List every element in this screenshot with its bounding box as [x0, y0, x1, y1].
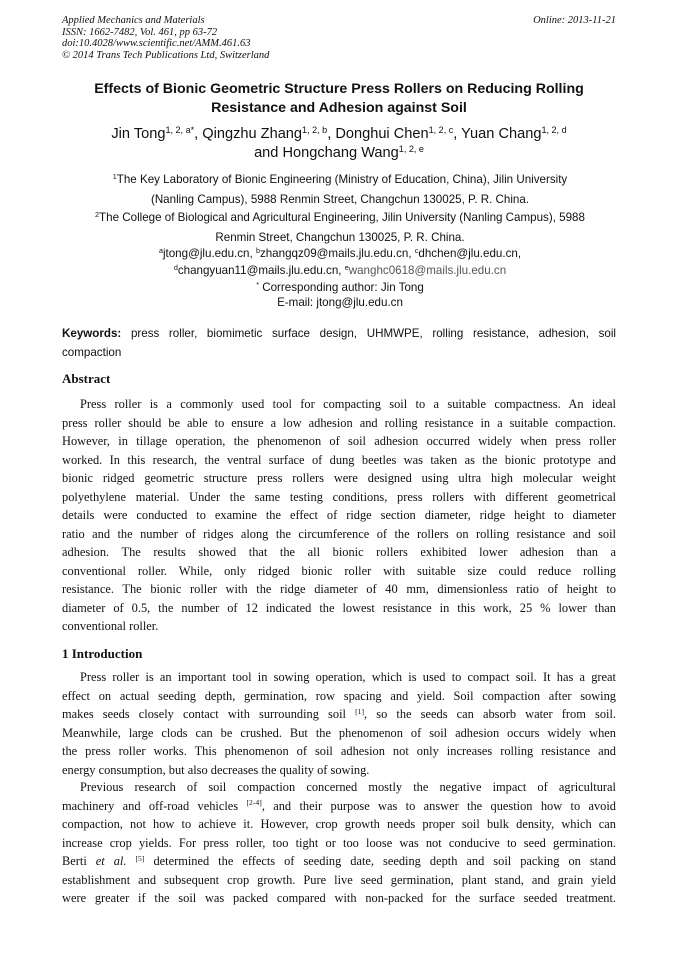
affiliation-1	[70, 170, 610, 209]
abstract-line: bionic ridged geometric structure press rollers were designed using ultra high molecular weight	[62, 471, 616, 485]
corr-line-1	[70, 280, 610, 295]
email-link[interactable]: jtong@jlu.edu.cn,	[162, 247, 253, 260]
email-sup: d	[173, 263, 178, 273]
corr-star: *	[256, 280, 259, 290]
abstract-heading: Abstract	[62, 371, 111, 386]
keywords-block	[62, 325, 616, 362]
author-sup: 1, 2, a*	[165, 125, 195, 136]
corr-line-2: E-mail: jtong@jlu.edu.cn	[277, 296, 403, 309]
intro-text: , and their purpose was to answer the question how to avoid	[261, 798, 616, 813]
abstract-line: conventional roller. While, only ridged bionic roller with suitable size could reduce rolling	[62, 563, 616, 578]
intro-paragraph-2	[62, 778, 616, 908]
keywords-line-1	[62, 325, 616, 344]
intro-text: , so the seeds can absorb water from soil.	[364, 707, 616, 721]
abstract-line: adhesion. The results showed that the all bionic rollers exhibited lower adhesion than a	[62, 545, 616, 559]
abstract-line: However, in tillage operation, the phenomenon of soil adhesion occurred widely when press roller	[62, 434, 616, 448]
abstract-line: press roller should be able to ensure a low adhesion and rolling resistance in a suitable compaction.	[62, 415, 616, 430]
author-name: Donghui Chen	[335, 126, 429, 142]
keywords-text: press roller, biomimetic surface design, UHMWPE, rolling resistance, adhesion, soil	[130, 327, 616, 340]
author-sup: 1, 2, b	[302, 125, 328, 136]
author-name: Jin Tong	[111, 126, 166, 142]
email-link[interactable]: dhchen@jlu.edu.cn,	[418, 247, 522, 260]
intro-line: Previous research of soil compaction concerned mostly the negative impact of agricultural	[80, 780, 616, 794]
journal-name: Applied Mechanics and Materials	[62, 15, 205, 26]
email-sup: b	[255, 246, 260, 256]
author-name: Yuan Chang	[461, 126, 542, 142]
intro-line: establishment and subsequent crop growth. Pure live seed germination, plant stand, and grain yield	[62, 872, 616, 887]
email-line-2	[70, 262, 610, 279]
aff2-line-2: Renmin Street, Changchun 130025, P. R. China.	[215, 230, 465, 244]
title-line-2: Resistance and Adhesion against Soil	[211, 100, 467, 116]
abstract-line: diameter of 0.5, the number of 12 indicated the lowest resistance in this work, 25 % lower than	[62, 600, 616, 615]
citation[interactable]: [2-4]	[246, 798, 262, 808]
aff-sup: 2	[95, 210, 100, 220]
abstract-line: worked. In this research, the ventral surface of dung beetles was taken as the bionic prototype and	[62, 452, 616, 467]
abstract-line: ratio and the number of ridges along the circumference of the rollers on rolling resistance and soil	[62, 526, 616, 541]
email-link[interactable]: zhangqz09@mails.jlu.edu.cn,	[259, 247, 412, 260]
email-list	[70, 245, 610, 279]
abstract-body	[62, 395, 616, 636]
intro-paragraph-1	[62, 668, 616, 779]
author-list	[40, 125, 638, 163]
aff-sup: 1	[112, 172, 117, 182]
email-link[interactable]: changyuan11@mails.jlu.edu.cn,	[177, 264, 342, 277]
introduction-heading: 1 Introduction	[62, 646, 143, 661]
abstract-line: polyethylene material. Under the same testing conditions, press rollers with different geometrical	[62, 489, 616, 504]
corr-text: Corresponding author: Jin Tong	[262, 281, 424, 294]
aff-text: The College of Biological and Agricultural Engineering, Jilin University (Nanling Campus), 5988	[99, 211, 585, 224]
title-line-1: Effects of Bionic Geometric Structure Press Rollers on Reducing Rolling	[94, 81, 584, 97]
aff-text: The Key Laboratory of Bionic Engineering (Ministry of Education, China), Jilin University	[116, 173, 568, 186]
abstract-line: Press roller is a commonly used tool for compacting soil to a suitable compactness. An ideal	[80, 397, 616, 411]
intro-text: machinery and off-road vehicles	[62, 798, 247, 813]
author-line-2	[40, 144, 638, 163]
citation[interactable]: [5]	[135, 853, 145, 863]
intro-text: makes seeds closely contact with surrounding soil	[62, 707, 356, 721]
keywords-label: Keywords:	[62, 327, 122, 340]
intro-line: Press roller is an important tool in sowing operation, which is used to compact soil. It has a great	[80, 670, 616, 684]
intro-italic: et al.	[95, 854, 127, 868]
intro-line	[62, 797, 616, 816]
copyright-line: © 2014 Trans Tech Publications Ltd, Switzerland	[62, 49, 270, 61]
intro-line	[62, 705, 616, 724]
corresponding-author	[70, 280, 610, 310]
intro-line: Meanwhile, large clods can be crushed. But the phenomenon of soil adhesion occurs widely when	[62, 725, 616, 740]
intro-line: increase crop yields. For press roller, too tight or too loose was not conducive to seed germination.	[62, 835, 616, 850]
abstract-line: details were conducted to examine the effect of ridge section diameter, ridge height to diameter	[62, 508, 616, 522]
intro-line: were greater if the soil was packed compared with non-packed for the surface seeded treatment.	[62, 891, 616, 905]
issn-line: ISSN: 1662-7482, Vol. 461, pp 63-72	[62, 26, 218, 38]
intro-line: the press roller works. This phenomenon of soil adhesion not only increases rolling resistance and	[62, 744, 616, 758]
author-sup: 1, 2, e	[398, 144, 424, 155]
intro-line: energy consumption, but also decreases the quality of sowing.	[62, 762, 370, 777]
paper-title	[40, 80, 638, 118]
online-date: Online: 2013-11-21	[533, 15, 616, 26]
author-name: Hongchang Wang	[282, 145, 399, 161]
intro-text: determined the effects of seeding date, seeding depth and soil packing on stand	[144, 854, 616, 868]
author-sup: 1, 2, c	[428, 125, 454, 136]
journal-header	[62, 15, 616, 61]
citation[interactable]: [1]	[355, 706, 365, 716]
author-and: and	[254, 145, 279, 161]
aff1-line-1	[70, 170, 610, 190]
affiliation-2	[70, 208, 610, 247]
aff1-line-2: (Nanling Campus), 5988 Renmin Street, Changchun 130025, P. R. China.	[150, 192, 530, 206]
intro-line: effect on actual seeding depth, germination, row spacing and yield. Soil compaction after sowing	[62, 688, 616, 703]
author-sup: 1, 2, d	[541, 125, 567, 136]
email-sup: c	[414, 246, 419, 256]
author-line-1: Jin Tong$^{1, 2, a*}$, Qingzhu Zhang$^{1, 2, b}$, Donghui Chen$^{1, 2, c}$, Yuan Chang$^{1, 2, d}$	[111, 125, 567, 142]
intro-text: Berti	[62, 854, 96, 868]
email-sup: e	[344, 263, 349, 273]
intro-line	[62, 852, 616, 871]
keywords-line-2: compaction	[62, 345, 122, 359]
email-link[interactable]: wanghc0618@mails.jlu.edu.cn	[348, 264, 507, 277]
author-name: Qingzhu Zhang	[202, 126, 303, 142]
email-line-1	[70, 245, 610, 262]
email-sup: a	[158, 246, 163, 256]
abstract-line: conventional roller.	[62, 619, 159, 633]
doi-line: doi:10.4028/www.scientific.net/AMM.461.63	[62, 38, 251, 50]
intro-line: compaction, not how to achieve it. However, crop growth needs proper soil bulk density, which can	[62, 817, 616, 831]
aff2-line-1	[70, 208, 610, 228]
abstract-line: resistance. The bionic roller with the ridge diameter of 40 mm, dimensionless ratio of height to	[62, 582, 616, 596]
